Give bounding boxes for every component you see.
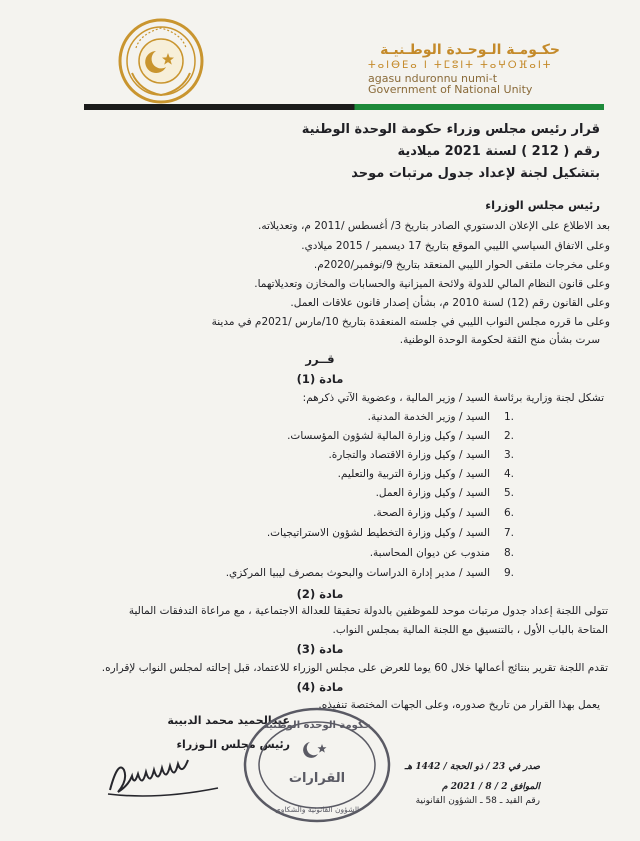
member-text: السيد / وكيل وزارة المالية لشؤون المؤسسات. <box>287 430 490 442</box>
member-item <box>150 430 514 442</box>
article-1-intro: تشكل لجنة وزارية برئاسة السيد / وزير المالية ، وعضوية الآتي ذكرهم: <box>302 392 604 404</box>
member-number: 7. <box>503 527 514 539</box>
article-1-heading: مادة (1) <box>296 372 344 386</box>
preamble-line: وعلى ما قرره مجلس النواب الليبي في جلسته المنعقدة بتاريخ 10/مارس /2021م في مدينة <box>211 316 610 328</box>
article-2-text: المتاحة بالباب الأول ، بالتنسيق مع اللجنة المالية بمجلس النواب. <box>332 624 608 636</box>
preamble-line: وعلى القانون رقم (12) لسنة 2010 م، بشأن إصدار قانون علاقات العمل. <box>290 297 610 309</box>
member-text: مندوب عن ديوان المحاسبة. <box>369 547 490 559</box>
government-name-tifinagh: ⵜⴰⵏⴱⴹⴰ ⵏ ⵜⵎⵓⵏⵜ ⵜⴰⵖⵔⴼⴰⵏⵜ <box>368 60 553 71</box>
government-name-english: Government of National Unity <box>368 83 533 96</box>
flag-color-bar <box>84 104 604 110</box>
signatory-name: عبدالحميد محمد الدبيبة <box>167 714 290 727</box>
member-item <box>150 487 514 499</box>
issue-date-gregorian: الموافق 2 / 8 / 2021 م <box>442 782 540 792</box>
member-item <box>150 507 514 519</box>
member-item <box>150 449 514 461</box>
signatory-title: رئيس مجلس الـوزراء <box>176 738 290 751</box>
preamble-line: بعد الاطلاع على الإعلان الدستوري الصادر بتاريخ 3/ أغسطس /2011 م، وتعديلاته. <box>257 220 610 232</box>
member-text: السيد / وكيل وزارة العمل. <box>375 487 490 499</box>
member-number: 1. <box>503 411 514 423</box>
decided-heading: قــرر <box>305 352 335 366</box>
issue-date-hijri: صدر في 23 / ذو الحجة / 1442 هـ <box>404 762 540 772</box>
preamble-line: وعلى الاتفاق السياسي الليبي الموقع بتاريخ 17 ديسمبر / 2015 ميلادي. <box>301 240 610 252</box>
article-3-heading: مادة (3) <box>296 642 344 656</box>
member-number: 9. <box>503 567 514 579</box>
member-number: 4. <box>503 468 514 480</box>
member-number: 8. <box>503 547 514 559</box>
article-2-text: تتولى اللجنة إعداد جدول مرتبات موحد للموظفين بالدولة تحقيقا للعدالة الاجتماعية ، مع مراعاة التدفقات المالية <box>128 605 608 617</box>
handwritten-signature <box>104 754 224 800</box>
article-4-heading: مادة (4) <box>296 680 344 694</box>
member-text: السيد / وزير الخدمة المدنية. <box>367 411 490 423</box>
article-3-text: تقدم اللجنة تقرير بنتائج أعمالها خلال 60 يوما للعرض على مجلس الوزراء للاعتماد، قبل إحالته لمجلس النواب لإقراره. <box>101 662 608 674</box>
article-4-text: يعمل بهذا القرار من تاريخ صدوره، وعلى الجهات المختصة تنفيذه. <box>318 699 600 711</box>
member-text: السيد / مدير إدارة الدراسات والبحوث بمصرف ليبيا المركزي. <box>225 567 490 579</box>
stamp-top-text: حكومة الوحدة الوطنية <box>263 720 371 731</box>
decision-number: رقم ( 212 ) لسنة 2021 ميلادية <box>397 144 600 159</box>
member-text: السيد / وكيل وزارة الصحة. <box>373 507 490 519</box>
stamp-center-text: القرارات <box>288 771 346 786</box>
member-item <box>150 547 514 559</box>
registry-number: رقم القيد ـ 58 ـ الشؤون القانونية <box>415 796 540 806</box>
article-2-heading: مادة (2) <box>296 587 344 601</box>
government-name-arabic: حكـومـة الـوحـدة الوطـنيـة <box>380 42 560 58</box>
decision-title: قرار رئيس مجلس وزراء حكومة الوحدة الوطنية <box>301 122 600 137</box>
member-number: 2. <box>503 430 514 442</box>
preamble-line: وعلى قانون النظام المالي للدولة ولائحة الميزانية والحسابات والمخازن وتعديلاتهما. <box>254 278 610 290</box>
preamble-line: سرت بشأن منح الثقة لحكومة الوحدة الوطنية. <box>399 334 600 346</box>
member-text: السيد / وكيل وزارة الاقتصاد والتجارة. <box>328 449 490 461</box>
preamble-line: وعلى مخرجات ملتقى الحوار الليبي المنعقد بتاريخ 9/نوفمبر/2020م. <box>313 259 610 271</box>
member-item <box>150 411 514 423</box>
official-stamp <box>242 706 392 824</box>
member-text: السيد / وكيل وزارة التربية والتعليم. <box>337 468 490 480</box>
member-item <box>150 527 514 539</box>
member-number: 5. <box>503 487 514 499</box>
member-number: 3. <box>503 449 514 461</box>
member-item <box>150 468 514 480</box>
pm-heading: رئيس مجلس الوزراء <box>485 198 600 212</box>
government-name-tamazight: agasu nduronnu numi-t <box>368 72 498 85</box>
member-text: السيد / وكيل وزارة التخطيط لشؤون الاستراتيجيات. <box>266 527 490 539</box>
member-number: 6. <box>503 507 514 519</box>
government-seal-logo <box>118 18 204 104</box>
member-item <box>150 567 514 579</box>
decision-subject: بتشكيل لجنة لإعداد جدول مرتبات موحد <box>351 166 600 181</box>
stamp-bottom-text: الشؤون القانونية والشكاوى <box>274 805 360 814</box>
